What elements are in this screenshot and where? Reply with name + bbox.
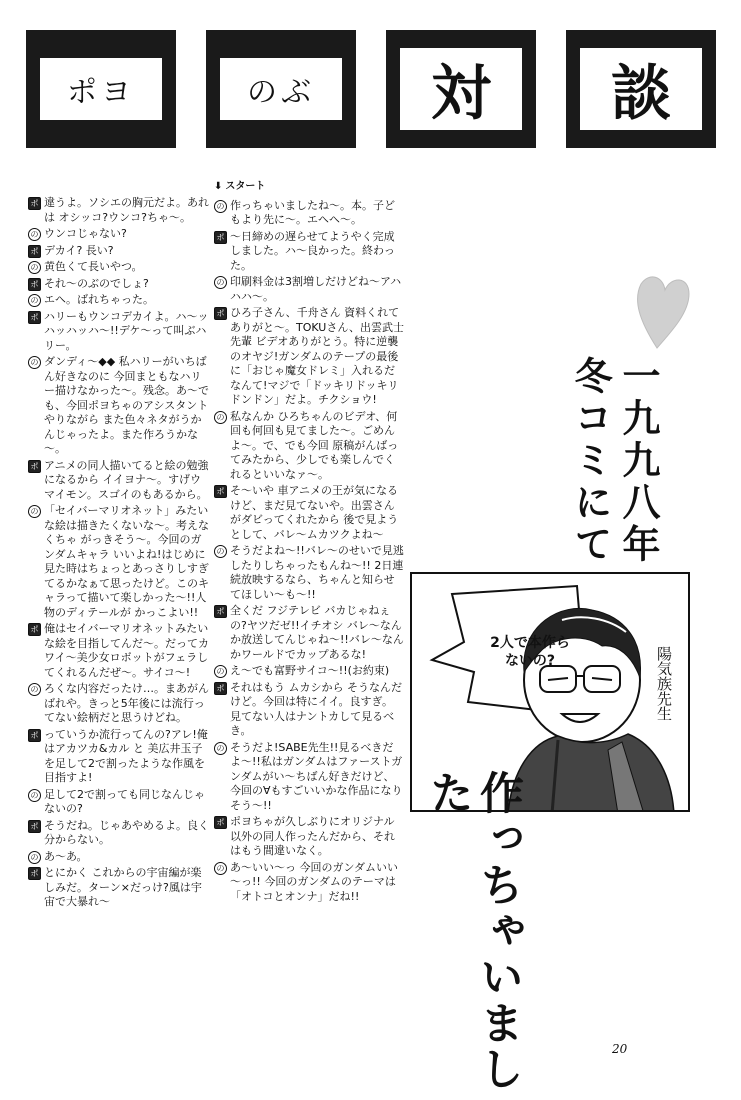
dialogue-line [28, 682, 210, 726]
dialogue-text: ポヨちゃが久しぶりにオリジナル以外の同人作ったんだから、それはもう間違いなく。 [230, 815, 395, 857]
dialogue-text: ろくな内容だったけ…。まあがんばれや。きっと5年後には流行ってない絵柄だと思うけどね。 [44, 682, 209, 724]
speaker-poyo-icon: ポ [214, 485, 227, 498]
dialogue-line [214, 544, 404, 602]
dialogue-text: 私なんか ひろちゃんのビデオ、何回も何回も見てました～。ごめんよ～。で、でも今回 原稿がんばってみたから、少しでも楽しんでくれるといいなァ～。 [230, 409, 399, 481]
heart-icon [633, 270, 691, 350]
speaker-nobu-icon: の [28, 851, 41, 864]
title-box-poyo [26, 30, 176, 148]
speaker-nobu-icon: の [214, 200, 227, 213]
dialogue-line [214, 861, 404, 905]
dialogue-line [28, 355, 210, 457]
dialogue-text: え～でも富野サイコ～!!(お約束) [230, 664, 390, 677]
dialogue-text: 「セイバーマリオネット」みたいな絵は描きたくないな～。考えなくちゃ がっきそう～。今回のガンダムキャラ いいよね!はじめに見た時はちょっとあっさりしすぎてるかなぁて思ったけど。このキャラって描いて楽しかった～!!人物のディテールが かっこよい!! [44, 504, 209, 619]
dialogue-line [28, 196, 210, 225]
dialogue-text: あ～いい～っ 今回のガンダムいい～っ!! 今回のガンダムのテーマは「オトコとオンナ」だね!! [230, 860, 399, 903]
dialogue-text: ～日締めの遅らせてようやく完成しました。ハ～良かった。終わった。 [230, 229, 395, 272]
dialogue-text: 俺はセイバーマリオネットみたいな絵を目指してんだ～。だってカワイ～美少女ロボットがフェラしてくれるんだぜ～。サイコ～! [44, 622, 209, 679]
dialogue-text: それ～のぶのでしょ? [44, 276, 149, 290]
vertical-title-made-it: 作っちゃいました [422, 770, 523, 1092]
speaker-poyo-icon: ポ [28, 623, 41, 636]
dialogue-line [214, 484, 404, 542]
dialogue-line [28, 850, 210, 865]
dialogue-text: 足して2で割っても同じなんじゃないの? [44, 787, 205, 815]
title-box-dan [566, 30, 716, 148]
dialogue-line [28, 728, 210, 786]
speech-bubble-text: 2人で本作らないの? [490, 635, 570, 669]
speaker-nobu-icon: の [28, 261, 41, 274]
dialogue-line [28, 504, 210, 620]
dialogue-text: あ～あ。 [44, 849, 88, 863]
start-label-text: スタート [225, 181, 266, 192]
title-text-dan: 談 [580, 48, 702, 130]
title-text-poyo: ポヨ [40, 58, 162, 120]
dialogue-line [28, 260, 210, 275]
speaker-nobu-icon: の [214, 545, 227, 558]
speaker-nobu-icon: の [28, 356, 41, 369]
speaker-poyo-icon: ポ [28, 820, 41, 833]
speaker-poyo-icon: ポ [28, 278, 41, 291]
speaker-poyo-icon: ポ [28, 245, 41, 258]
dialogue-text: とにかく これからの宇宙編が楽しみだ。ターン×だっけ?風は宇宙で大暴れ～ [44, 866, 202, 908]
speaker-poyo-icon: ポ [214, 605, 227, 618]
dialogue-line [214, 741, 404, 814]
dialogue-text: そうだよ!SABE先生!!見るべきだよ～!!私はガンダムはファーストガンダムがい～ちばん好きだけど、今回の∀もすごいいかな作品になりそう～!! [230, 740, 403, 812]
speaker-nobu-icon: の [214, 276, 227, 289]
speaker-nobu-icon: の [214, 742, 227, 755]
dialogue-text: ひろ子さん、千舟さん 資料くれてありがと～。TOKUさん、出雲武士先輩 ビデオありがとう。特に逆襲のオヤジ!ガンダムのテープの最後に「おじゃ魔女ドレミ」入れるだなんて!マジで「ドッキリドッキリ ドンドン」だよ。チクショウ! [230, 306, 405, 406]
dialogue-line [214, 306, 404, 408]
vertical-title-year: 一九九八年 [616, 356, 661, 566]
dialogue-text: ウンコじゃない? [44, 227, 127, 240]
dialogue-text: 全くだ フジテレビ バカじゃねぇの?ヤツだゼ!!イチオシ バレ～なんか放送してんじゃね～!!バレ～なんかワールドでカップあるな! [230, 604, 404, 661]
title-header [26, 30, 716, 148]
dialogue-column-mid [214, 180, 404, 906]
dialogue-text: 違うよ。ソシエの胸元だよ。あれは オシッコ?ウンコ?ちゃ～。 [44, 196, 209, 224]
dialogue-line [214, 275, 404, 304]
dialogue-line [214, 664, 404, 679]
speaker-poyo-icon: ポ [28, 460, 41, 473]
start-label [214, 180, 404, 195]
page-number: 20 [612, 1042, 628, 1056]
speaker-nobu-icon: の [214, 665, 227, 678]
title-text-tai: 対 [400, 48, 522, 130]
dialogue-text: そうだよね～!!バレ～のせいで見逃したりしちゃったもんね～!! 2日連続放映するなら、ちゃんと知らせてほしい～も～!! [230, 544, 404, 601]
title-box-tai [386, 30, 536, 148]
speaker-nobu-icon: の [28, 294, 41, 307]
down-arrow-icon: ⬇ [214, 181, 223, 192]
dialogue-line [28, 293, 210, 308]
speaker-poyo-icon: ポ [28, 197, 41, 210]
dialogue-line [214, 199, 404, 228]
speaker-poyo-icon: ポ [214, 816, 227, 829]
dialogue-text: っていうか流行ってんの?アレ!俺はアカツカ&カル と 美広井玉子を足して2で割ったような作風を目指すよ! [44, 727, 208, 784]
speaker-poyo-icon: ポ [214, 231, 227, 244]
speaker-poyo-icon: ポ [28, 311, 41, 324]
speaker-nobu-icon: の [28, 228, 41, 241]
dialogue-text: 作っちゃいましたね～。本。子どもより先に～。エヘヘ～。 [230, 198, 395, 226]
speaker-nobu-icon: の [28, 505, 41, 518]
dialogue-text: ハリーもウンコデカイよ。ハ～ッハッハッハ～!!デケ～って叫ぶハリー。 [44, 309, 209, 352]
dialogue-line [214, 815, 404, 859]
dialogue-line [214, 604, 404, 662]
dialogue-text: そうだね。じゃあやめるよ。良く分からない。 [44, 818, 209, 846]
illustration-caption: 陽気族先生 [655, 646, 673, 721]
dialogue-text: ダンディ～◆◆ 私ハリーがいちばん好きなのに 今回まともなハリー描けなかった～。残念。あ～でも、今回ポヨちゃのアシスタントやりながら また色々ネタがうかんじゃったよ。また作ろうかな～。 [44, 355, 209, 455]
speaker-nobu-icon: の [214, 411, 227, 424]
speaker-poyo-icon: ポ [28, 729, 41, 742]
dialogue-line [28, 459, 210, 503]
dialogue-text: 黄色くて長いやつ。 [44, 260, 143, 273]
dialogue-line [28, 622, 210, 680]
speaker-poyo-icon: ポ [28, 867, 41, 880]
dialogue-text: エヘ。ばれちゃった。 [44, 293, 154, 306]
dialogue-column-left [28, 196, 210, 912]
vertical-title-event: 冬コミにて [568, 356, 613, 566]
dialogue-line [28, 866, 210, 910]
dialogue-line [28, 277, 210, 292]
title-text-nobu: のぶ [220, 58, 342, 120]
dialogue-line [28, 310, 210, 354]
dialogue-line [214, 230, 404, 274]
speaker-poyo-icon: ポ [214, 307, 227, 320]
dialogue-line [28, 788, 210, 817]
title-box-nobu [206, 30, 356, 148]
dialogue-line [214, 410, 404, 483]
speaker-poyo-icon: ポ [214, 682, 227, 695]
dialogue-text: そ～いや 車アニメの王が気になるけど、まだ見てないや。出雲さんがダビってくれたから 後で見ようとして、バレ～ムカツクよね～ [230, 484, 399, 541]
speaker-nobu-icon: の [214, 862, 227, 875]
dialogue-line [28, 819, 210, 848]
dialogue-list-mid [214, 199, 404, 905]
dialogue-text: 印刷料金は3割増しだけどね～アハハハ～。 [230, 275, 402, 303]
dialogue-text: それはもう ムカシから そうなんだけど。今回は特にイイ。良すぎ。見てない人はナントカして見るべき。 [230, 680, 402, 737]
dialogue-text: デカイ? 長い? [44, 243, 114, 257]
speaker-nobu-icon: の [28, 683, 41, 696]
dialogue-line [28, 227, 210, 242]
dialogue-text: アニメの同人描いてると絵の勉強になるから イイヨナ～。すげウマイモン。スゴイのもあるから。 [44, 458, 209, 501]
dialogue-line [28, 244, 210, 259]
speaker-nobu-icon: の [28, 789, 41, 802]
dialogue-line [214, 681, 404, 739]
